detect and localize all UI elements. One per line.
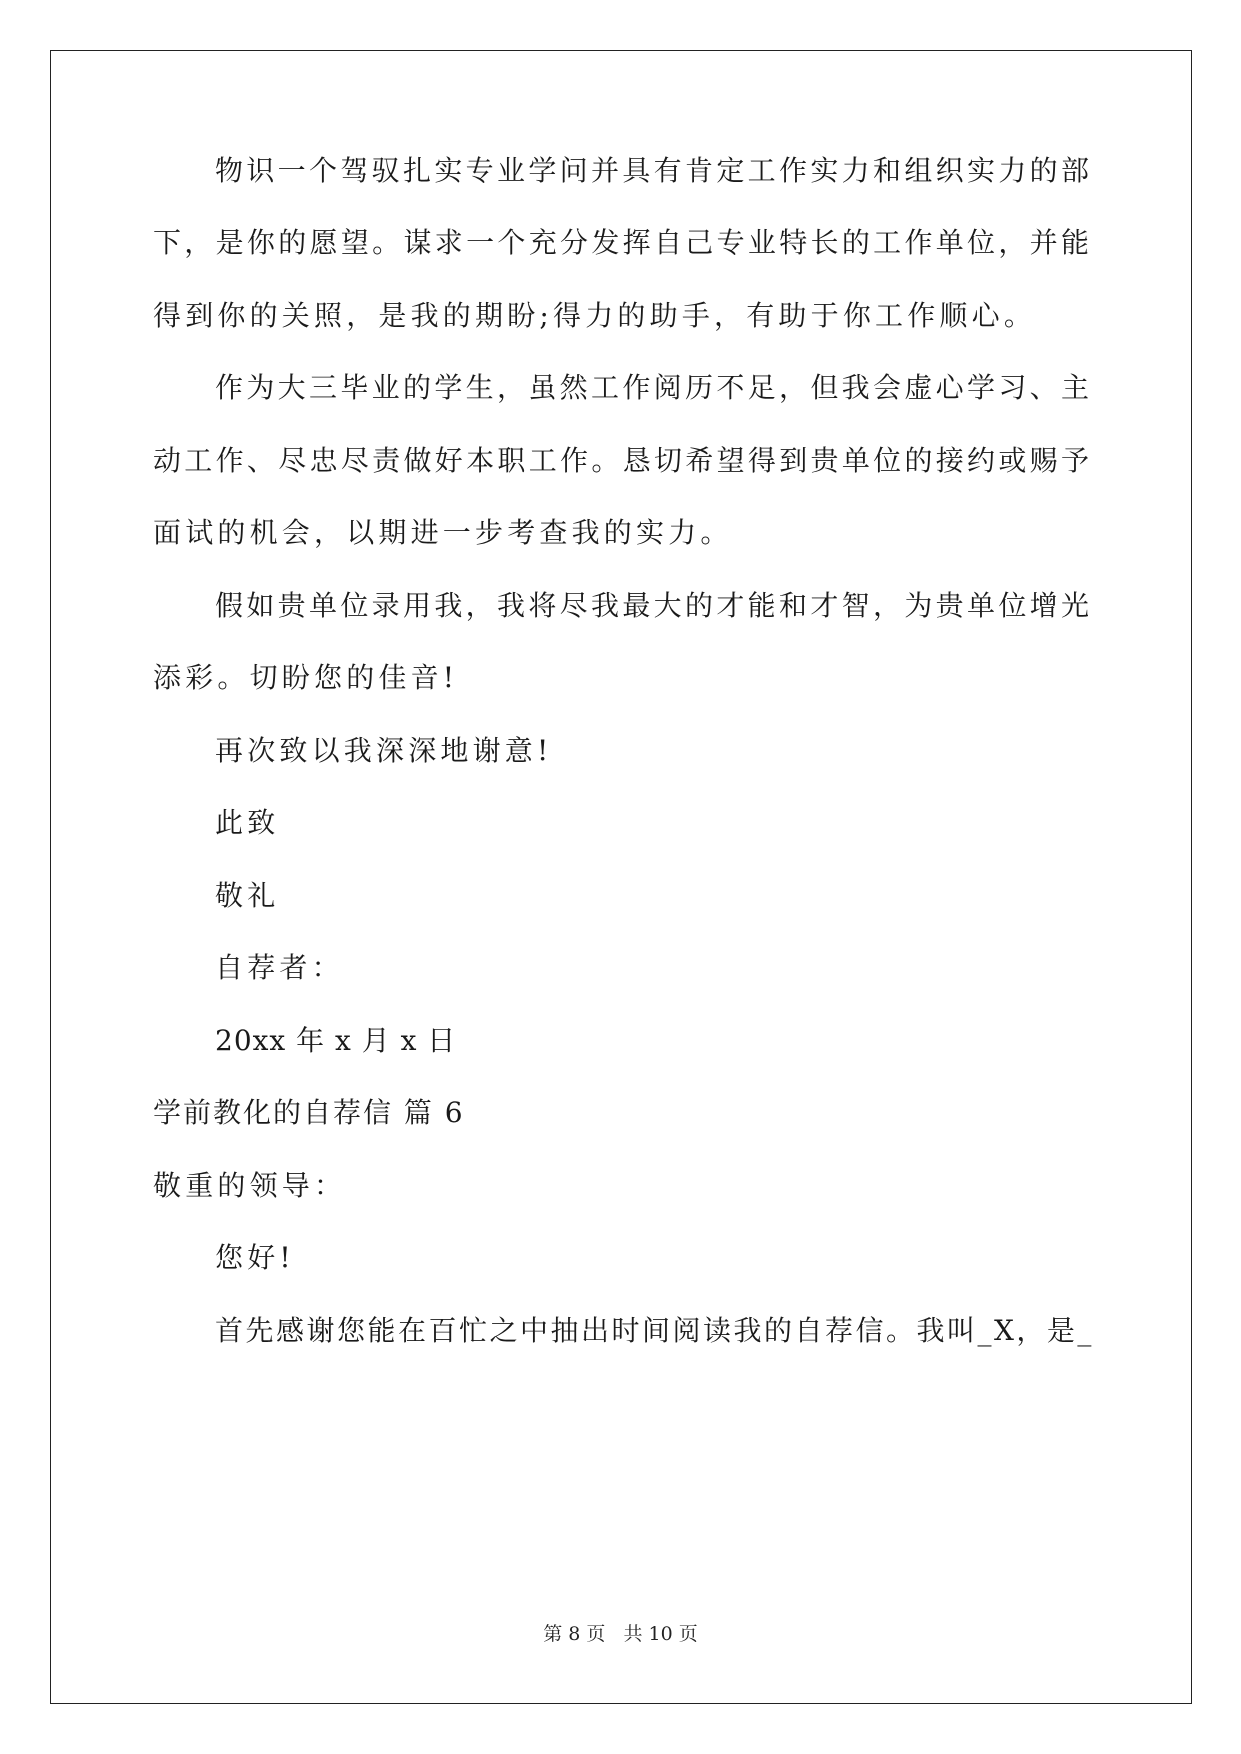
closing-jingli: 敬礼 — [215, 879, 280, 912]
body-line: 动工作、尽忠尽责做好本职工作。恳切希望得到贵单位的接约或赐予 — [153, 444, 1089, 477]
body-line: 首先感谢您能在百忙之中抽出时间阅读我的自荐信。我叫_X，是_ — [215, 1314, 1094, 1347]
page-footer — [0, 1622, 1241, 1646]
body-line: 假如贵单位录用我，我将尽我最大的才能和才智，为贵单位增光 — [215, 589, 1089, 622]
closing-cizhi: 此致 — [215, 806, 280, 839]
page-number: 第 8 页 — [543, 1623, 606, 1645]
body-line: 下，是你的愿望。谋求一个充分发挥自己专业特长的工作单位，并能 — [153, 226, 1089, 259]
salutation: 敬重的领导： — [153, 1169, 347, 1202]
section-title: 学前教化的自荐信 篇 6 — [153, 1096, 465, 1129]
date-line: 20xx 年 x 月 x 日 — [215, 1024, 457, 1057]
body-line: 添彩。切盼您的佳音! — [153, 661, 459, 694]
body-line: 面试的机会，以期进一步考查我的实力。 — [153, 516, 733, 549]
body-line: 物识一个驾驭扎实专业学问并具有肯定工作实力和组织实力的部 — [215, 154, 1089, 187]
closing-thanks: 再次致以我深深地谢意! — [215, 734, 553, 767]
greeting: 您好! — [215, 1241, 295, 1274]
signature-label: 自荐者： — [215, 951, 344, 984]
body-line: 作为大三毕业的学生，虽然工作阅历不足，但我会虚心学习、主 — [215, 371, 1089, 404]
page-total: 共 10 页 — [623, 1623, 698, 1645]
body-line: 得到你的关照，是我的期盼;得力的助手，有助于你工作顺心。 — [153, 299, 1037, 332]
